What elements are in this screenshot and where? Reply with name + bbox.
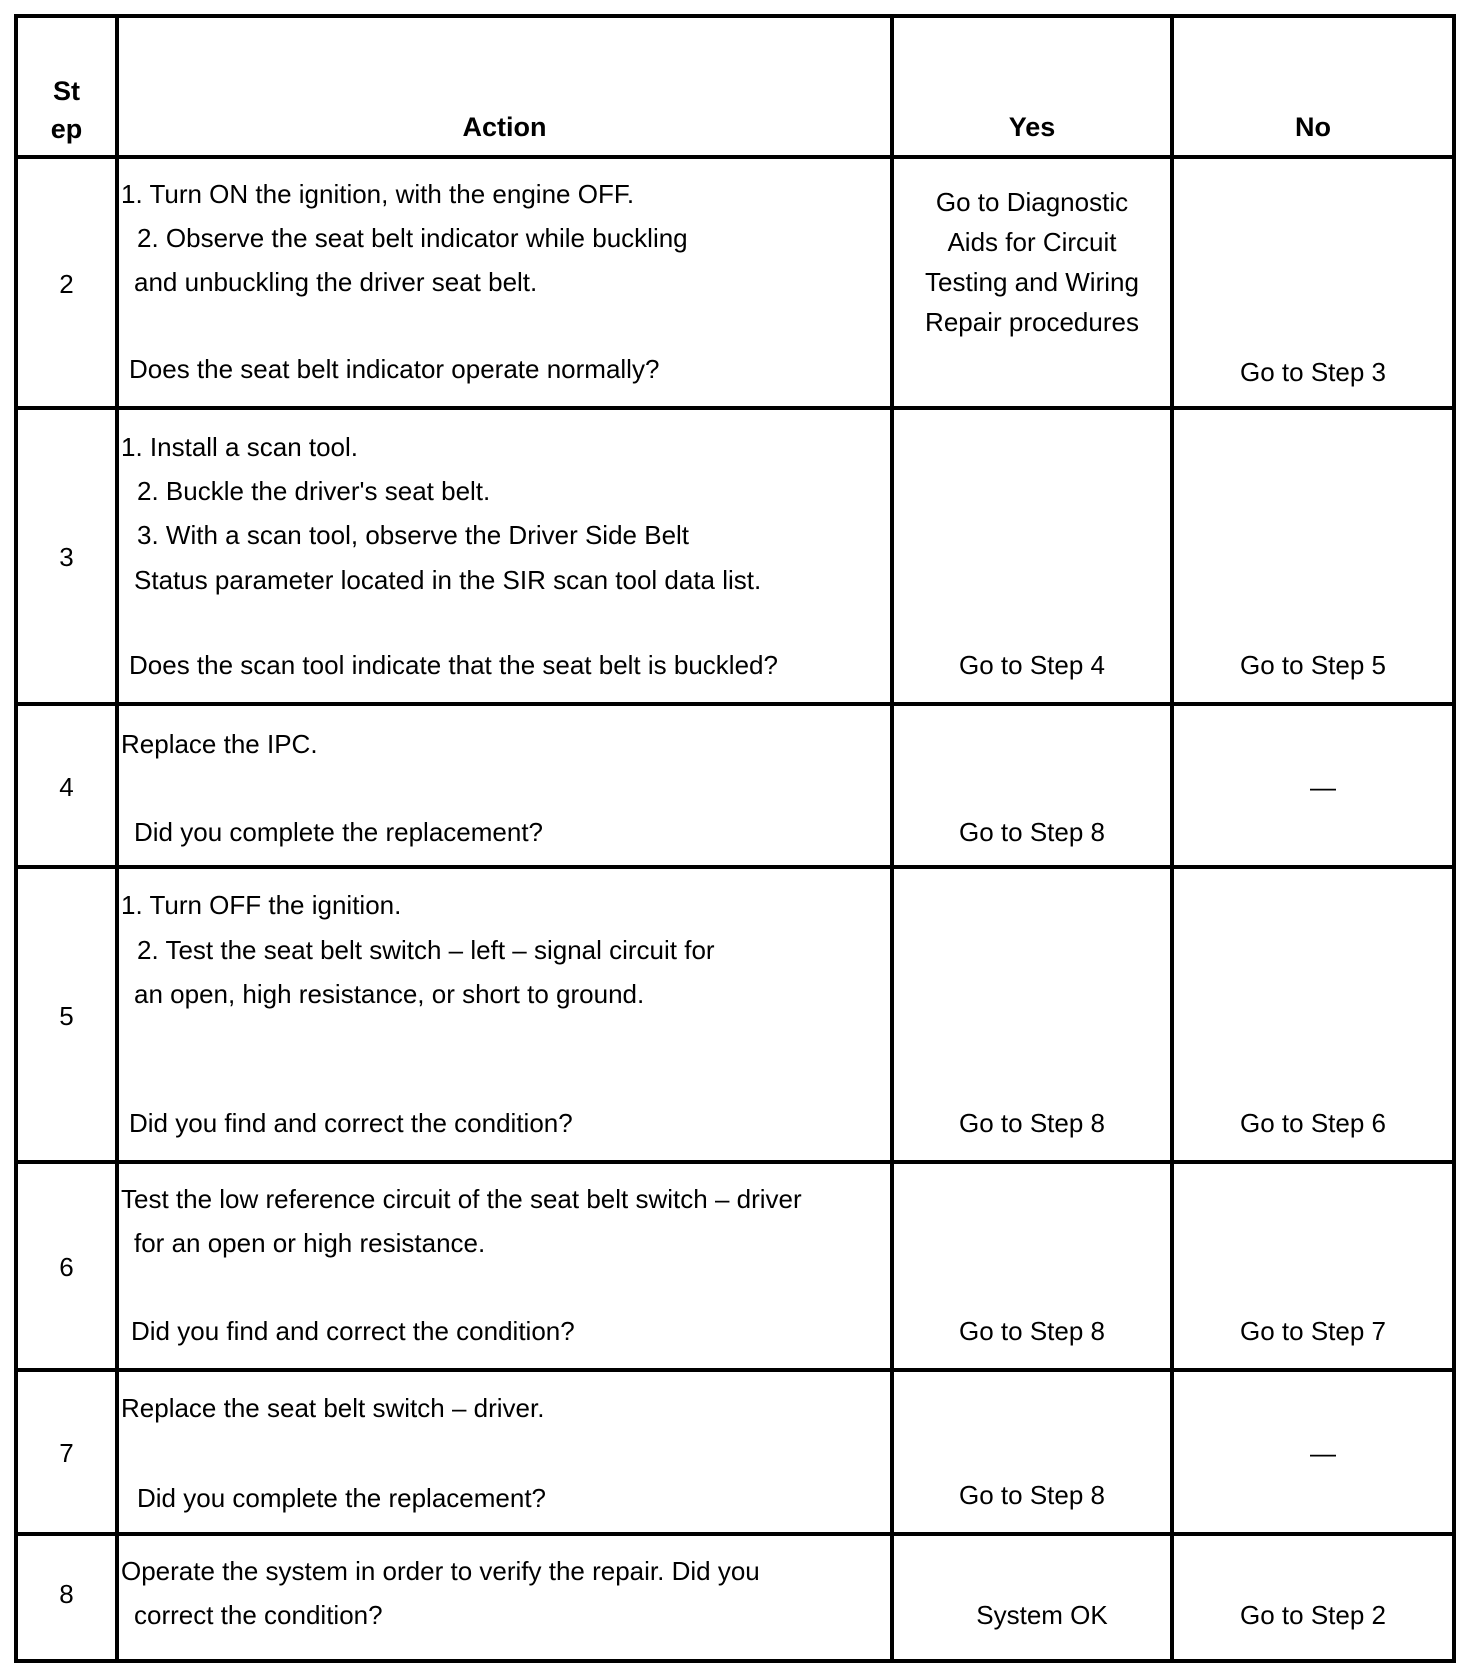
action-question: Did you find and correct the condition? bbox=[129, 1108, 573, 1138]
action-line: Test the low reference circuit of the seat belt switch – driver bbox=[121, 1184, 802, 1214]
step-number: 2 bbox=[59, 269, 74, 299]
action-line: 1. Turn ON the ignition, with the engine OFF. bbox=[121, 179, 635, 209]
action-line: 3. With a scan tool, observe the Driver Side Belt bbox=[137, 520, 690, 550]
diagnostic-table bbox=[14, 14, 1456, 1663]
row-divider bbox=[14, 702, 1456, 706]
table-border-right bbox=[1452, 14, 1456, 1663]
no-result: Go to Step 3 bbox=[1240, 357, 1386, 387]
no-result: Go to Step 5 bbox=[1240, 650, 1386, 680]
action-line: for an open or high resistance. bbox=[134, 1228, 486, 1258]
step-number: 4 bbox=[59, 772, 74, 802]
action-question: Did you find and correct the condition? bbox=[131, 1316, 575, 1346]
action-question: Did you complete the replacement? bbox=[134, 817, 544, 847]
no-result: — bbox=[1310, 1438, 1336, 1468]
action-line: 2. Observe the seat belt indicator while buckling bbox=[137, 223, 688, 253]
no-result: Go to Step 2 bbox=[1240, 1600, 1386, 1630]
yes-result-line: Go to Diagnostic bbox=[935, 187, 1129, 217]
action-line: Operate the system in order to verify the repair. Did you bbox=[121, 1556, 760, 1586]
action-line: correct the condition? bbox=[134, 1600, 383, 1630]
action-line: 2. Buckle the driver's seat belt. bbox=[137, 476, 491, 506]
row-divider bbox=[14, 1532, 1456, 1536]
action-question: Does the scan tool indicate that the seat belt is buckled? bbox=[129, 650, 778, 680]
step-number: 6 bbox=[59, 1252, 74, 1282]
action-line: and unbuckling the driver seat belt. bbox=[134, 267, 538, 297]
column-divider bbox=[1170, 14, 1174, 1663]
action-line: 1. Install a scan tool. bbox=[121, 432, 359, 462]
column-divider bbox=[115, 14, 119, 1663]
table-border-top bbox=[14, 14, 1456, 18]
header-yes: Yes bbox=[1008, 112, 1056, 142]
yes-result: Go to Step 8 bbox=[959, 1316, 1105, 1346]
no-result: Go to Step 7 bbox=[1240, 1316, 1386, 1346]
header-no: No bbox=[1295, 112, 1331, 142]
header-step-line: St bbox=[53, 76, 80, 106]
yes-result bbox=[894, 182, 1170, 342]
action-line: 2. Test the seat belt switch – left – signal circuit for bbox=[137, 935, 715, 965]
yes-result: Go to Step 8 bbox=[959, 1108, 1105, 1138]
row-divider bbox=[14, 406, 1456, 410]
action-line: 1. Turn OFF the ignition. bbox=[121, 890, 402, 920]
row-divider bbox=[14, 1160, 1456, 1164]
header-step-line: ep bbox=[50, 114, 83, 144]
header-step bbox=[18, 72, 115, 148]
step-number: 7 bbox=[59, 1438, 74, 1468]
yes-result: Go to Step 8 bbox=[959, 817, 1105, 847]
action-line: Status parameter located in the SIR scan tool data list. bbox=[134, 565, 762, 595]
step-number: 3 bbox=[59, 542, 74, 572]
action-line: Replace the seat belt switch – driver. bbox=[121, 1393, 545, 1423]
action-line: an open, high resistance, or short to ground. bbox=[134, 979, 645, 1009]
header-action: Action bbox=[462, 112, 547, 142]
action-question: Did you complete the replacement? bbox=[137, 1483, 547, 1513]
yes-result-line: Testing and Wiring bbox=[925, 267, 1139, 297]
row-divider bbox=[14, 155, 1456, 159]
step-number: 5 bbox=[59, 1001, 74, 1031]
table-border-bottom bbox=[14, 1659, 1456, 1663]
action-question: Does the seat belt indicator operate normally? bbox=[129, 354, 660, 384]
no-result: Go to Step 6 bbox=[1240, 1108, 1386, 1138]
table-border-left bbox=[14, 14, 18, 1663]
row-divider bbox=[14, 1368, 1456, 1372]
row-divider bbox=[14, 865, 1456, 869]
step-number: 8 bbox=[59, 1579, 74, 1609]
action-line: Replace the IPC. bbox=[121, 729, 318, 759]
yes-result: System OK bbox=[976, 1600, 1108, 1630]
no-result: — bbox=[1310, 772, 1336, 802]
yes-result-line: Aids for Circuit bbox=[947, 227, 1117, 257]
yes-result: Go to Step 4 bbox=[959, 650, 1105, 680]
yes-result-line: Repair procedures bbox=[925, 307, 1139, 337]
yes-result: Go to Step 8 bbox=[959, 1480, 1105, 1510]
